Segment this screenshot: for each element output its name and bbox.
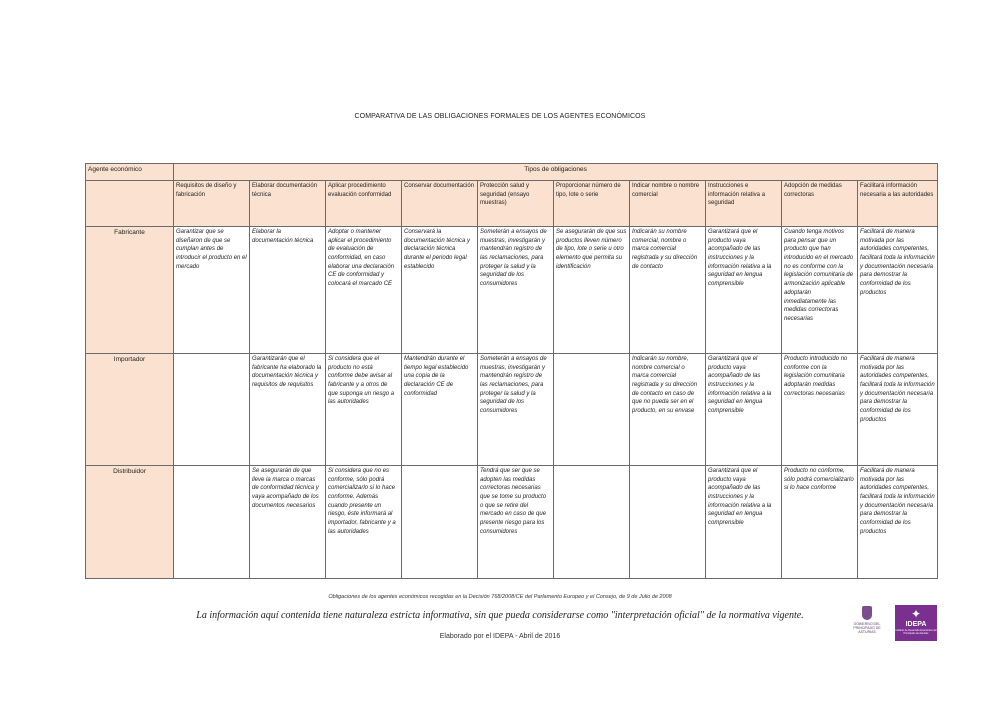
table-cell: Garantizar que se diseñaron de que se cumplan antes de introducir el producto en el mercado [174,227,250,354]
table-cell [174,466,250,579]
table-cell [402,466,478,579]
agent-header: Agente económico [86,164,174,181]
table-cell: Tendrá que ser que se adopten las medidas correctoras necesarias que se tome su producto o que se retire del mercado en caso de que presente riesgo para los consumidores [478,466,554,579]
table-cell: Se asegurarán de que sus productos lleven número de tipo, lote o serie u otro elemento que permita su identificación [554,227,630,354]
table-cell [554,354,630,466]
idepa-logo-subtitle: Instituto de Desarrollo Económico del Principado de Asturias [895,629,937,635]
column-header: Protección salud y seguridad (ensayo muestras) [478,181,554,227]
table-cell: Indicarán su nombre comercial, nombre o marca comercial registrada y su dirección de contacto [630,227,706,354]
table-cell: Facilitará de manera motivada por las autoridades competentes, facilitará toda la información y documentación necesaria para demostrar la conformidad de los productos [858,227,938,354]
column-header: Requisitos de diseño y fabricación [174,181,250,227]
table-row-distribuidor [86,466,938,579]
table-cell: Se asegurarán de que lleve la marca o marcas de conformidad técnica y vaya acompañado de los documentos necesarios [250,466,326,579]
column-header: Adopción de medidas correctoras [782,181,858,227]
row-header: Distribuidor [86,466,174,579]
table-cell: Conservará la documentación técnica y declaración técnica durante el periodo legal establecido [402,227,478,354]
column-header: Instrucciones e información relativa a seguridad [706,181,782,227]
table-cell [174,354,250,466]
table-cell: Garantizarán que el fabricante ha elaborado la documentación técnica y requisitos de requisitos [250,354,326,466]
table-cell: Someterán a ensayos de muestras, investigarán y mantendrán registro de las reclamaciones, para proteger la salud y la seguridad de los consumidores [478,227,554,354]
column-header: Facilitará información necesaria a las autoridades [858,181,938,227]
crest-icon [862,606,872,620]
table-cell: Cuando tenga motivos para pensar que un producto que han introducido en el mercado no es conforme con la legislación comunitaria de armonización aplicable adoptarán inmediatamente las medidas correctoras necesarias [782,227,858,354]
column-header: Proporcionar número de tipo, lote o serie [554,181,630,227]
disclaimer-text: La información aquí contenida tiene naturaleza estricta informativa, sin que pueda considerarse como "interpretación oficial" de la normativa vigente. [196,610,804,621]
idepa-logo [895,605,937,641]
table-cell: Mantendrán durante el tiempo legal establecido una copia de la declaración CE de conformidad [402,354,478,466]
table-cell: Garantizará que el producto vaya acompañado de las instrucciones y la información relativa a la seguridad en lengua comprensible [706,227,782,354]
table-row-fabricante [86,227,938,354]
table-cell [630,466,706,579]
credit-text: Elaborado por el IDEPA - Abril de 2016 [439,633,561,640]
types-header: Tipos de obligaciones [174,164,938,181]
column-header: Conservar documentación [402,181,478,227]
column-header: Aplicar procedimiento evaluación conformidad [326,181,402,227]
agent-header-spacer [86,181,174,227]
table-cell: Elaborar la documentación técnica [250,227,326,354]
row-header: Importador [86,354,174,466]
table-row-importador [86,354,938,466]
table-cell: Indicarán su nombre, nombre comercial o marca comercial registrada y su dirección de contacto en caso de que no pueda ser en el producto, en su envase [630,354,706,466]
table-cell: Si considera que el producto no está conforme debe avisar al fabricante y a otros de que suponga un riesgo a las autoridades [326,354,402,466]
table-cell: Producto introducido no conforme con la legislación comunitaria adoptarán medidas correctoras necesarias [782,354,858,466]
idepa-logo-name: IDEPA [905,621,927,628]
table-cell [554,466,630,579]
table-cell: Producto no conforme, sólo podrá comercializarlo si lo hace conforme [782,466,858,579]
table-cell: Garantizará que el producto vaya acompañado de las instrucciones y la información relativa a la seguridad en lengua comprensible [706,466,782,579]
document-title: COMPARATIVA DE LAS OBLIGACIONES FORMALES DE LOS AGENTES ECONÓMICOS [354,113,646,120]
table-cell: Facilitará de manera motivada por las autoridades competentes, facilitará toda la información y documentación necesaria para demostrar la conformidad de los productos [858,466,938,579]
legal-footnote: Obligaciones de los agentes económicos recogidas en la Decisión 768/2008/CE del Parlamento Europeo y el Consejo, de 9 de Julio de 2008 [328,594,672,600]
idepa-mark-icon: ✦ [910,607,922,621]
gov-logo-text: GOBIERNO DEL PRINCIPADO DE ASTURIAS [853,622,881,635]
row-header: Fabricante [86,227,174,354]
table-cell: Someterán a ensayos de muestras, investigarán y mantendrán registro de las reclamaciones, para proteger la salud y la seguridad de los consumidores [478,354,554,466]
table-cell: Adoptar o mantener aplicar el procedimiento de evaluación de conformidad, en caso elaborar una declaración CE de conformidad y colocará el marcado CE [326,227,402,354]
obligations-table [85,163,938,579]
asturias-government-logo [848,606,886,638]
table-cell: Facilitará de manera motivada por las autoridades competentes, facilitará toda la información y documentación necesaria para demostrar la conformidad de los productos [858,354,938,466]
table-cell: Garantizará que el producto vaya acompañado de las instrucciones y la información relativa a la seguridad en lengua comprensible [706,354,782,466]
column-header: Indicar nombre o nombre comercial [630,181,706,227]
table-cell: Si considera que no es conforme, sólo podrá comercializarlo si lo hace conforme. Además cuando presente un riesgo, éste informará al importador, fabricante y a las autoridades [326,466,402,579]
column-header: Elaborar documentación técnica [250,181,326,227]
